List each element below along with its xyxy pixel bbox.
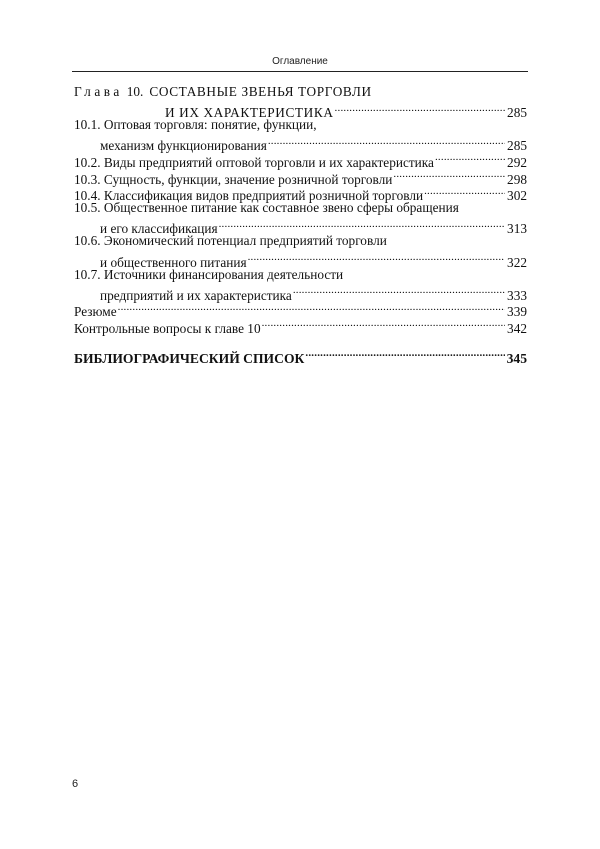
toc-entry-page: 339	[507, 304, 527, 320]
toc-entry-10-5-line-2[interactable]	[74, 217, 527, 237]
chapter-label: Глава	[74, 84, 123, 99]
toc-entry-page: 342	[507, 320, 527, 336]
dot-leader	[435, 150, 505, 167]
bibliography-page: 345	[506, 350, 527, 366]
running-header: Оглавление	[272, 56, 328, 67]
toc-entry-summary[interactable]	[74, 300, 527, 320]
toc-entry-page: 298	[507, 171, 527, 187]
dot-leader	[118, 300, 505, 317]
toc-entry-bibliography[interactable]	[74, 346, 527, 366]
toc-entry-text: 10.5. Общественное питание как составное звено сферы обращения	[74, 200, 459, 216]
toc-entry-page: 322	[507, 254, 527, 270]
toc-entry-10-1-line-2[interactable]	[74, 134, 527, 154]
toc-entry-10-1-line-1[interactable]	[74, 117, 527, 134]
toc-entry-text: предприятий и их характеристика	[100, 287, 292, 303]
page-number: 6	[72, 778, 79, 790]
toc-entry-page: 285	[507, 138, 527, 154]
chapter-page: 285	[507, 105, 527, 121]
dot-leader	[219, 217, 505, 234]
dot-leader	[293, 283, 505, 300]
header-rule	[72, 71, 528, 72]
toc-entry-text: и общественного питания	[100, 254, 247, 270]
dot-leader	[305, 346, 504, 363]
toc-entry-text: Резюме	[74, 304, 117, 320]
toc-entry-page: 302	[507, 188, 527, 204]
dot-leader	[393, 167, 505, 184]
chapter-heading-line-2[interactable]	[74, 101, 527, 121]
toc-entry-text: 10.3. Сущность, функции, значение розничной торговли	[74, 171, 393, 187]
dot-leader	[424, 184, 505, 201]
toc-entry-text: и его классификация	[100, 221, 218, 237]
toc-entry-10-7-line-1[interactable]	[74, 267, 527, 284]
toc-entry-review-questions[interactable]	[74, 316, 527, 336]
toc-entry-text: 10.1. Оптовая торговля: понятие, функции,	[74, 117, 317, 133]
chapter-title-line-1: СОСТАВНЫЕ ЗВЕНЬЯ ТОРГОВЛИ	[149, 84, 372, 99]
table-of-contents	[74, 84, 527, 366]
chapter-heading-line-1	[74, 84, 527, 101]
toc-entry-page: 313	[507, 221, 527, 237]
toc-entry-text: Контрольные вопросы к главе 10	[74, 320, 261, 336]
toc-entry-text: 10.7. Источники финансирования деятельности	[74, 266, 344, 282]
chapter-title-line-2: И ИХ ХАРАКТЕРИСТИКА	[165, 105, 334, 121]
toc-entry-text: механизм функционирования	[100, 138, 267, 154]
dot-leader	[262, 316, 505, 333]
toc-entry-10-5-line-1[interactable]	[74, 200, 527, 217]
toc-entry-10-7-line-2[interactable]	[74, 283, 527, 303]
toc-entry-page: 333	[507, 287, 527, 303]
toc-entry-text: 10.2. Виды предприятий оптовой торговли и их характеристика	[74, 154, 434, 170]
toc-entry-10-6-line-2[interactable]	[74, 250, 527, 270]
dot-leader	[335, 101, 506, 118]
chapter-number: 10.	[126, 84, 144, 99]
dot-leader	[268, 134, 505, 151]
toc-entry-10-6-line-1[interactable]	[74, 233, 527, 250]
dot-leader	[248, 250, 505, 267]
toc-entry-text: 10.6. Экономический потенциал предприятий торговли	[74, 233, 387, 249]
toc-entry-page: 292	[507, 154, 527, 170]
toc-entry-text: 10.4. Классификация видов предприятий розничной торговли	[74, 188, 424, 204]
bibliography-title: БИБЛИОГРАФИЧЕСКИЙ СПИСОК	[74, 350, 305, 366]
